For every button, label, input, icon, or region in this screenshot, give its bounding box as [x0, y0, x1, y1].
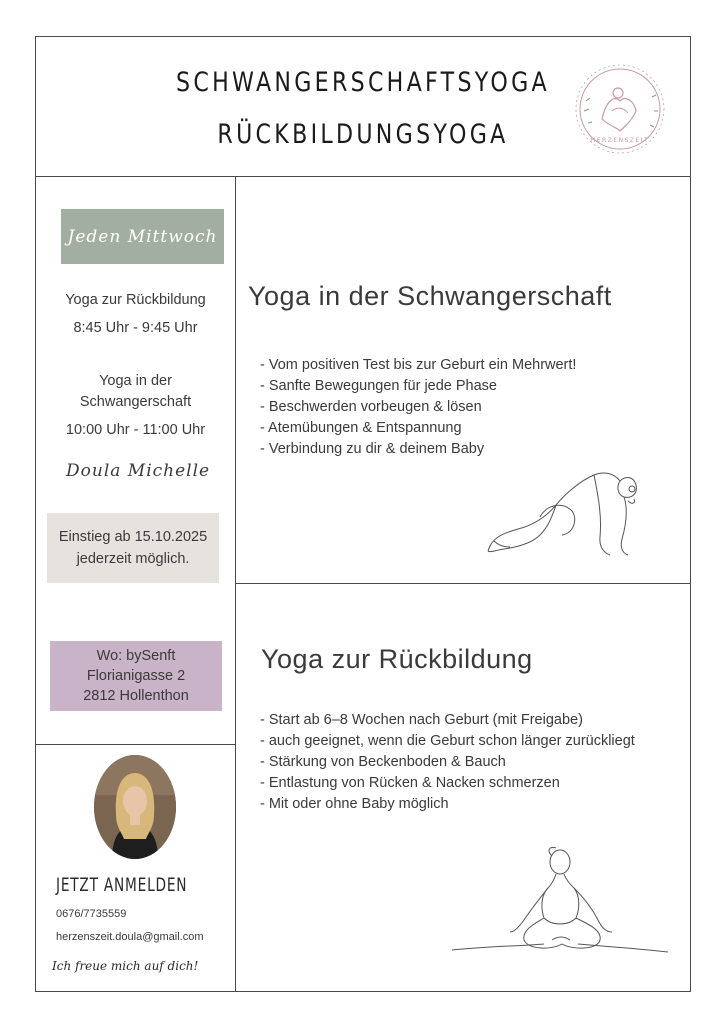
list-item: - Sanfte Bewegungen für jede Phase: [260, 378, 497, 394]
location-line-3: 2812 Hollenthon: [83, 688, 189, 704]
list-item: - Atemübungen & Entspannung: [260, 420, 462, 436]
list-item: - Stärkung von Beckenboden & Bauch: [260, 754, 506, 770]
location-box: [50, 641, 222, 711]
pregnancy-section: [236, 177, 690, 584]
start-info-box: [47, 513, 219, 583]
list-item: - Verbindung zu dir & deinem Baby: [260, 441, 485, 457]
schedule-panel: [36, 177, 235, 745]
postnatal-title: Yoga zur Rückbildung: [261, 644, 533, 674]
list-item: - Mit oder ohne Baby möglich: [260, 796, 449, 812]
list-item: - auch geeignet, wenn die Geburt schon länger zurückliegt: [260, 733, 635, 749]
herzenszeit-logo: [572, 61, 668, 157]
meditation-pose-illustration: [452, 846, 670, 964]
start-line-1: Einstieg ab 15.10.2025: [58, 529, 208, 545]
list-item: - Entlastung von Rücken & Nacken schmerzen: [260, 775, 560, 791]
signoff: Ich freue mich auf dich!: [52, 959, 199, 973]
class-2-name-line-2: Schwangerschaft: [79, 394, 192, 410]
sidebar: [36, 177, 236, 991]
doula-signature: Doula Michelle: [66, 461, 211, 481]
class-2-name-line-1: Yoga in der: [99, 373, 172, 389]
postnatal-section: [236, 584, 690, 991]
phone-number[interactable]: 0676/7735559: [56, 908, 127, 920]
day-badge: Jeden Mittwoch: [61, 209, 224, 264]
class-1-name: Yoga zur Rückbildung: [65, 292, 206, 308]
logo-text: HERZENSZEIT: [590, 137, 650, 144]
header: [36, 37, 690, 177]
list-item: - Start ab 6–8 Wochen nach Geburt (mit Freigabe): [260, 712, 583, 728]
pregnancy-title: Yoga in der Schwangerschaft: [248, 281, 612, 311]
email-address[interactable]: herzenszeit.doula@gmail.com: [56, 931, 204, 943]
class-1-time: 8:45 Uhr - 9:45 Uhr: [73, 320, 198, 336]
pregnant-yoga-pose-illustration: [482, 455, 642, 559]
list-item: - Vom positiven Test bis zur Geburt ein Mehrwert!: [260, 357, 577, 373]
pregnancy-bullets: [260, 355, 680, 460]
location-line-1: Wo: bySenft: [96, 648, 176, 664]
list-item: - Beschwerden vorbeugen & lösen: [260, 399, 482, 415]
postnatal-bullets: [260, 710, 660, 815]
register-heading: JETZT ANMELDEN: [56, 874, 188, 896]
flyer-frame: [35, 36, 691, 992]
location-line-2: Florianigasse 2: [86, 668, 186, 684]
avatar: [94, 755, 176, 859]
start-line-2: jederzeit möglich.: [76, 551, 190, 567]
title-line-1: SCHWANGERSCHAFTSYOGA: [176, 67, 550, 98]
class-2-time: 10:00 Uhr - 11:00 Uhr: [65, 422, 206, 438]
title-line-2: RÜCKBILDUNGSYOGA: [217, 119, 509, 150]
